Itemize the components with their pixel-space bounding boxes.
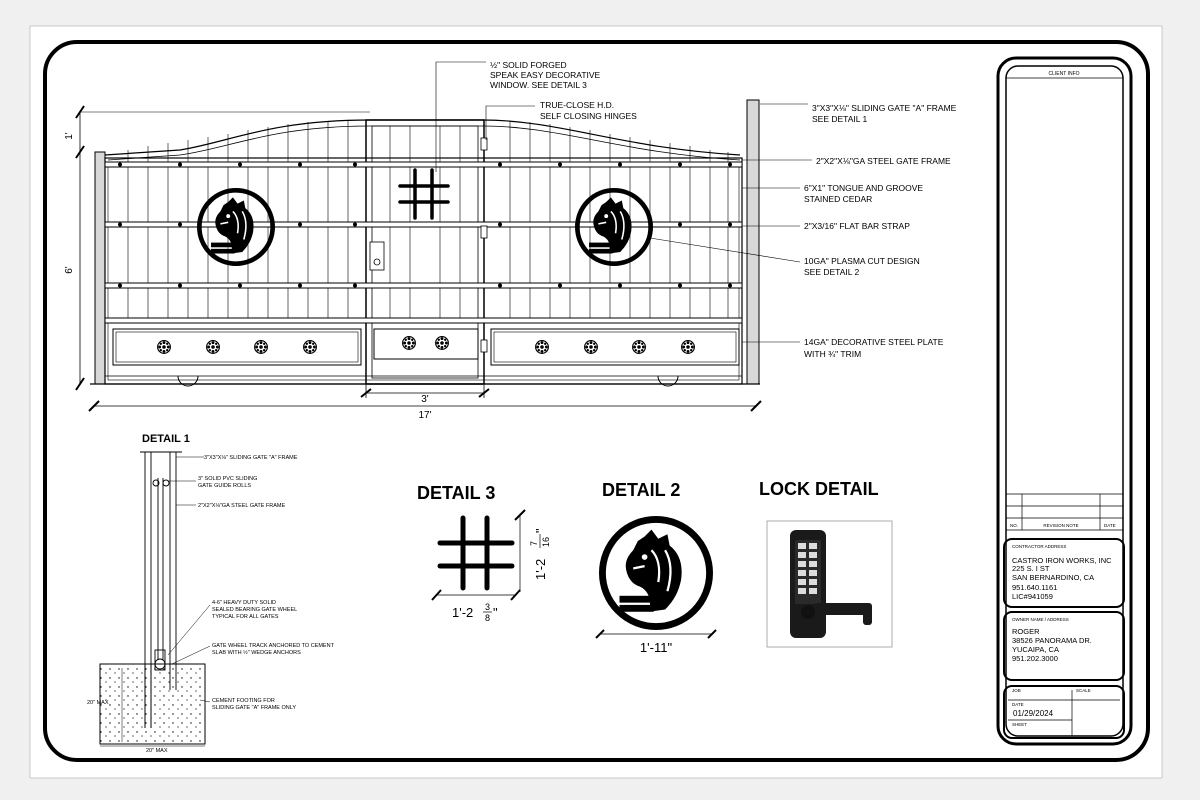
d1-rolls-2: GATE GUIDE ROLLS bbox=[198, 483, 252, 489]
dim-height-top: 1' bbox=[64, 132, 75, 140]
lock-title: LOCK DETAIL bbox=[759, 479, 879, 499]
callout-strap: 2"X3/16" FLAT BAR STRAP bbox=[804, 221, 910, 231]
tb-rev-desc: REVISION NOTE bbox=[1043, 523, 1079, 528]
tb-date-label: DATE bbox=[1012, 702, 1024, 707]
d1-steel-frame: 2"X2"X⅛"GA STEEL GATE FRAME bbox=[198, 503, 286, 509]
tb-rev-no: NO. bbox=[1010, 523, 1019, 528]
left-post bbox=[95, 152, 105, 384]
lock-photo-frame bbox=[767, 521, 892, 647]
d3-width-den: 8 bbox=[485, 613, 491, 623]
tb-sheet-label: SHEET bbox=[1012, 722, 1028, 727]
tb-client-line: 951.202.3000 bbox=[1012, 654, 1058, 663]
tb-contractor-line: CASTRO IRON WORKS, INC bbox=[1012, 556, 1112, 565]
d3-height-close: " bbox=[533, 528, 548, 533]
tb-header: CLIENT INFO bbox=[1048, 71, 1080, 77]
tb-client-label: OWNER NAME / ADDRESS bbox=[1012, 617, 1069, 622]
right-post bbox=[747, 100, 759, 384]
d1-track-2: SLAB WITH ½" WEDGE ANCHORS bbox=[212, 650, 301, 656]
callout-frame-a-2: SEE DETAIL 1 bbox=[812, 114, 868, 124]
callout-plasma-2: SEE DETAIL 2 bbox=[804, 267, 860, 277]
door-latch bbox=[370, 242, 384, 270]
callout-speakeasy-1: ½" SOLID FORGED bbox=[490, 60, 567, 70]
d1-rolls-1: 3" SOLID PVC SLIDING bbox=[198, 476, 258, 482]
d1-footing-1: CEMENT FOOTING FOR bbox=[212, 698, 275, 704]
callout-speakeasy-3: WINDOW. SEE DETAIL 3 bbox=[490, 80, 587, 90]
tb-contractor-label: CONTRACTOR ADDRESS bbox=[1012, 544, 1067, 549]
d1-frame-note: 3"X3"X⅛" SLIDING GATE "A" FRAME bbox=[204, 455, 298, 461]
d3-height-whole: 1'-2 bbox=[533, 558, 548, 580]
callout-plate-1: 14GA" DECORATIVE STEEL PLATE bbox=[804, 337, 944, 347]
tb-rev-date: DATE bbox=[1104, 523, 1116, 528]
callout-plasma-1: 10GA" PLASMA CUT DESIGN bbox=[804, 256, 920, 266]
d2-width: 1'-11" bbox=[639, 640, 673, 655]
d1-wheel-3: TYPICAL FOR ALL GATES bbox=[212, 614, 279, 620]
d1-footing-2: SLIDING GATE "A" FRAME ONLY bbox=[212, 705, 297, 711]
detail2-title: DETAIL 2 bbox=[602, 480, 681, 500]
cement-footing bbox=[100, 664, 205, 744]
d3-height-den: 16 bbox=[541, 536, 551, 547]
tb-contractor-line: 225 S. I ST bbox=[1012, 564, 1050, 573]
tb-client-line: 38526 PANORAMA DR. bbox=[1012, 636, 1092, 645]
callout-plate-2: WITH ¾" TRIM bbox=[804, 349, 862, 359]
callout-hinges-1: TRUE-CLOSE H.D. bbox=[540, 100, 615, 110]
callout-hinges-2: SELF CLOSING HINGES bbox=[540, 111, 637, 121]
tb-client-line: ROGER bbox=[1012, 627, 1040, 636]
callout-gate-frame: 2"X2"X⅛"GA STEEL GATE FRAME bbox=[816, 156, 951, 166]
d1-wheel-1: 4-6" HEAVY DUTY SOLID bbox=[212, 600, 277, 606]
d1-wheel-2: SEALED BEARING GATE WHEEL bbox=[212, 607, 298, 613]
d1-width: 20" MAX bbox=[146, 748, 168, 754]
d3-height-num: 7 bbox=[529, 540, 539, 546]
dim-height-main: 6' bbox=[64, 266, 75, 274]
callout-cedar-1: 6"X1" TONGUE AND GROOVE bbox=[804, 183, 924, 193]
d1-track-1: GATE WHEEL TRACK ANCHORED TO CEMENT bbox=[212, 643, 334, 649]
detail3-title: DETAIL 3 bbox=[417, 483, 496, 503]
tb-client-line: YUCAIPA, CA bbox=[1012, 645, 1059, 654]
tb-contractor-line: LIC#941059 bbox=[1012, 592, 1053, 601]
dim-total-width: 17' bbox=[418, 410, 432, 421]
detail1-title: DETAIL 1 bbox=[142, 433, 190, 445]
tb-contractor-line: SAN BERNARDINO, CA bbox=[1012, 573, 1095, 582]
d3-width-close: " bbox=[493, 605, 498, 620]
tb-job-label: JOB bbox=[1012, 688, 1021, 693]
d3-width-num: 3 bbox=[485, 602, 491, 612]
tb-date: 01/29/2024 bbox=[1013, 709, 1054, 718]
d3-width-whole: 1'-2 bbox=[452, 605, 474, 620]
callout-frame-a-1: 3"X3"X⅛" SLIDING GATE "A" FRAME bbox=[812, 103, 957, 113]
tb-scale-label: SCALE bbox=[1076, 688, 1091, 693]
dim-door-width: 3' bbox=[421, 394, 429, 405]
d1-depth: 20" MAX bbox=[87, 700, 109, 706]
callout-speakeasy-2: SPEAK EASY DECORATIVE bbox=[490, 70, 601, 80]
callout-cedar-2: STAINED CEDAR bbox=[804, 194, 873, 204]
tb-contractor-line: 951.640.1161 bbox=[1012, 583, 1058, 592]
